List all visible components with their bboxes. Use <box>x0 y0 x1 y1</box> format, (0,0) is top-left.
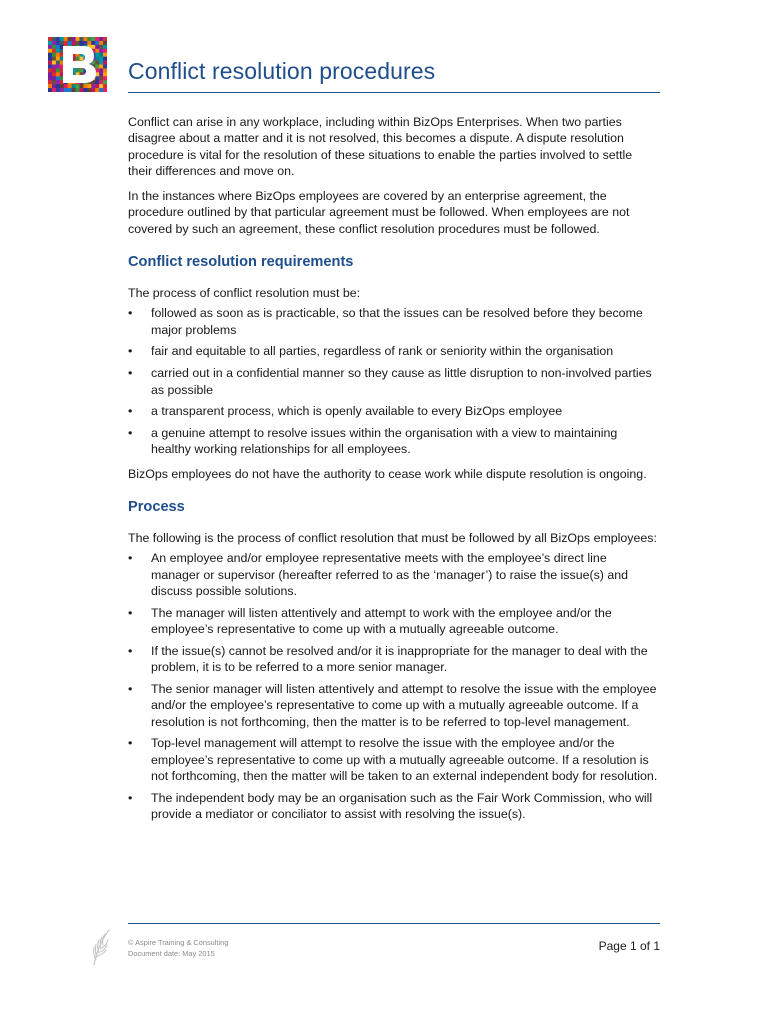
logo-tile <box>48 61 52 65</box>
list-item <box>128 365 658 398</box>
logo-tile <box>56 37 60 41</box>
logo-tile <box>56 49 60 53</box>
list-item-text: carried out in a confidential manner so they cause as little disruption to non-involved parties as possible <box>151 366 652 397</box>
logo-tile <box>52 45 56 49</box>
logo-tile <box>99 61 103 65</box>
feather-icon <box>90 928 112 966</box>
logo-tile <box>52 80 56 84</box>
logo-tile <box>95 45 99 49</box>
logo-tile <box>52 57 56 61</box>
bullet-icon: • <box>128 551 133 566</box>
logo-tile <box>103 76 107 80</box>
logo-tile <box>76 68 80 72</box>
logo-tile <box>79 84 83 88</box>
document-date: Document date: May 2015 <box>128 949 215 958</box>
logo-tile <box>72 84 76 88</box>
logo-tile <box>56 53 60 57</box>
list-item <box>128 605 658 638</box>
logo-tile <box>99 84 103 88</box>
logo-tile <box>52 68 56 72</box>
logo-tile <box>60 84 64 88</box>
logo-tile <box>64 41 68 45</box>
list-item <box>128 790 658 823</box>
logo-tile <box>95 49 99 53</box>
logo-tile <box>103 72 107 76</box>
logo-tile <box>103 68 107 72</box>
logo-tile <box>79 57 83 61</box>
logo-tile <box>48 68 52 72</box>
requirements-note: BizOps employees do not have the authority to cease work while dispute resolution is ongoing. <box>128 466 647 481</box>
logo-tile <box>48 49 52 53</box>
logo-tile <box>52 88 56 92</box>
logo-tile <box>76 37 80 41</box>
logo-tile <box>48 76 52 80</box>
logo-tile <box>52 72 56 76</box>
logo-tile <box>103 65 107 69</box>
process-heading: Process <box>128 499 185 516</box>
list-item-text: a transparent process, which is openly available to every BizOps employee <box>151 404 563 419</box>
logo-tile <box>83 84 87 88</box>
intro-paragraph-2: In the instances where BizOps employees are covered by an enterprise agreement, the procedure outlined by that particular agreement must be followed. When employees are not covered by such an agreement, these conflict resolution procedures must be followed. <box>128 189 630 236</box>
logo-tile <box>52 37 56 41</box>
logo-tile <box>52 41 56 45</box>
list-item <box>128 681 658 730</box>
logo-tile <box>56 76 60 80</box>
logo-tile <box>79 37 83 41</box>
logo-tile <box>79 68 83 72</box>
list-item-text: a genuine attempt to resolve issues within the organisation with a view to maintaining healthy working relationships for all employees. <box>151 426 618 457</box>
requirements-heading: Conflict resolution requirements <box>128 254 354 271</box>
page-number: Page 1 of 1 <box>598 939 660 953</box>
logo-tile <box>103 88 107 92</box>
logo-tile <box>76 41 80 45</box>
process-lead: The following is the process of conflict resolution that must be followed by all BizOps employees: <box>128 531 657 546</box>
list-item-text: An employee and/or employee representative meets with the employee’s direct line manager or supervisor (hereafter referred to as the ‘manager’) to raise the issue(s) and discuss possible solutions. <box>151 551 629 598</box>
bizops-b-logo-icon <box>48 37 107 92</box>
logo-tile <box>91 41 95 45</box>
bullet-icon: • <box>128 790 133 805</box>
logo-tile <box>99 88 103 92</box>
logo-tile <box>91 84 95 88</box>
logo-tile <box>95 37 99 41</box>
list-item <box>128 403 658 419</box>
logo-tile <box>68 88 72 92</box>
logo-tile <box>64 88 68 92</box>
logo-tile <box>99 57 103 61</box>
logo-tile <box>103 45 107 49</box>
logo-tile <box>52 84 56 88</box>
logo-tile <box>95 84 99 88</box>
copyright-text: © Aspire Training & Consulting <box>128 938 229 947</box>
logo-tile <box>99 53 103 57</box>
logo-tile <box>95 53 99 57</box>
logo-tile <box>83 88 87 92</box>
list-item <box>128 305 658 338</box>
logo-tile <box>48 53 52 57</box>
bullet-icon: • <box>128 404 133 419</box>
logo-tile <box>52 53 56 57</box>
logo-tile <box>56 61 60 65</box>
logo-tile <box>103 84 107 88</box>
bullet-icon: • <box>128 426 133 441</box>
logo-tile <box>48 80 52 84</box>
intro-paragraph-1: Conflict can arise in any workplace, including within BizOps Enterprises. When two parties disagree about a matter and it is not resolved, this becomes a dispute. A dispute resolution procedure is vital for the resolution of these situations to enable the parties involved to settle their differences and move on. <box>128 115 633 178</box>
logo-tile <box>64 37 68 41</box>
logo-tile <box>56 65 60 69</box>
list-item-text: The senior manager will listen attentively and attempt to resolve the issue with the employee and/or the employee’s representative to come up with a mutually agreeable outcome. If a resolution is not forthcoming, then the matter is to be referred to top-level management. <box>151 681 657 729</box>
logo-tile <box>87 41 91 45</box>
logo-tile <box>95 61 99 65</box>
bullet-icon: • <box>128 366 133 381</box>
logo-tile <box>60 37 64 41</box>
logo-tile <box>48 41 52 45</box>
logo-tile <box>52 49 56 53</box>
logo-tile <box>79 88 83 92</box>
logo-tile <box>48 45 52 49</box>
logo-tile <box>103 57 107 61</box>
logo-tile <box>83 41 87 45</box>
logo-tile <box>64 84 68 88</box>
page-title: Conflict resolution procedures <box>128 58 436 84</box>
list-item-text: Top-level management will attempt to resolve the issue with the employee and/or the employee’s representative to come up with a mutually agreeable outcome. If a resolution is not forthcoming, then the matter will be taken to an external independent body for resolution. <box>151 736 658 783</box>
logo-tile <box>91 37 95 41</box>
logo-tile <box>91 88 95 92</box>
logo-tile <box>99 80 103 84</box>
logo-tile <box>95 65 99 69</box>
list-item-text: The independent body may be an organisation such as the Fair Work Commission, who will provide a mediator or conciliator to assist with resolving the issue(s). <box>151 790 653 821</box>
logo-tile <box>56 72 60 76</box>
logo-tile <box>87 37 91 41</box>
bullet-icon: • <box>128 643 133 658</box>
logo-tile <box>52 65 56 69</box>
logo-tile <box>56 68 60 72</box>
logo-tile <box>48 88 52 92</box>
list-item-text: fair and equitable to all parties, regardless of rank or seniority within the organisation <box>151 344 614 359</box>
logo-tile <box>68 84 72 88</box>
logo-tile <box>99 37 103 41</box>
process-list <box>128 550 658 822</box>
logo-tile <box>103 53 107 57</box>
logo-tile <box>56 45 60 49</box>
list-item <box>128 343 658 359</box>
logo-tile <box>103 41 107 45</box>
logo-tile <box>99 49 103 53</box>
logo-tile <box>99 72 103 76</box>
logo-tile <box>56 88 60 92</box>
bullet-icon: • <box>128 605 133 620</box>
list-item <box>128 425 658 458</box>
bullet-icon: • <box>128 681 133 696</box>
logo-tile <box>56 80 60 84</box>
logo-tile <box>99 68 103 72</box>
logo-tile <box>95 57 99 61</box>
logo-tile <box>103 61 107 65</box>
logo-tile <box>91 45 95 49</box>
logo-tile <box>48 72 52 76</box>
logo-tile <box>103 49 107 53</box>
logo-tile <box>56 41 60 45</box>
list-item <box>128 735 658 784</box>
logo-tile <box>99 41 103 45</box>
logo-tile <box>76 88 80 92</box>
logo-tile <box>83 37 87 41</box>
logo-tile <box>99 76 103 80</box>
logo-tile <box>95 76 99 80</box>
bullet-icon: • <box>128 306 133 321</box>
list-item <box>128 643 658 676</box>
requirements-lead: The process of conflict resolution must be: <box>128 286 361 301</box>
bullet-icon: • <box>128 736 133 751</box>
document-body <box>128 114 658 830</box>
logo-tile <box>60 88 64 92</box>
logo-tile <box>48 84 52 88</box>
list-item-text: followed as soon as is practicable, so that the issues can be resolved before they become major problems <box>151 306 643 337</box>
logo-tile <box>68 41 72 45</box>
bullet-icon: • <box>128 344 133 359</box>
logo-tile <box>68 37 72 41</box>
logo-tile <box>72 37 76 41</box>
logo-tile <box>103 80 107 84</box>
logo-tile <box>48 65 52 69</box>
logo-tile <box>56 84 60 88</box>
logo-tile <box>99 45 103 49</box>
list-item <box>128 550 658 599</box>
logo-tile <box>79 41 83 45</box>
logo-tile <box>72 88 76 92</box>
logo-tile <box>52 76 56 80</box>
list-item-text: If the issue(s) cannot be resolved and/or it is inappropriate for the manager to deal with the problem, it is to be referred to a more senior manager. <box>151 643 648 675</box>
footer-copyright-block <box>128 937 228 959</box>
logo-tile <box>48 57 52 61</box>
logo-tile <box>60 41 64 45</box>
list-item-text: The manager will listen attentively and attempt to work with the employee and/or the employee’s representative to come up with a mutually agreeable outcome. <box>151 605 612 637</box>
title-divider <box>128 92 660 93</box>
logo-tile <box>48 37 52 41</box>
logo-tile <box>56 57 60 61</box>
logo-tile <box>87 84 91 88</box>
requirements-list <box>128 305 658 457</box>
logo-tile <box>95 80 99 84</box>
logo-tile <box>52 61 56 65</box>
logo-tile <box>103 37 107 41</box>
logo-tile <box>95 88 99 92</box>
logo-tile <box>72 41 76 45</box>
footer-divider <box>128 923 660 924</box>
logo-tile <box>95 41 99 45</box>
logo-tile <box>87 88 91 92</box>
logo-tile <box>76 84 80 88</box>
logo-tile <box>99 65 103 69</box>
logo-tile <box>76 57 80 61</box>
